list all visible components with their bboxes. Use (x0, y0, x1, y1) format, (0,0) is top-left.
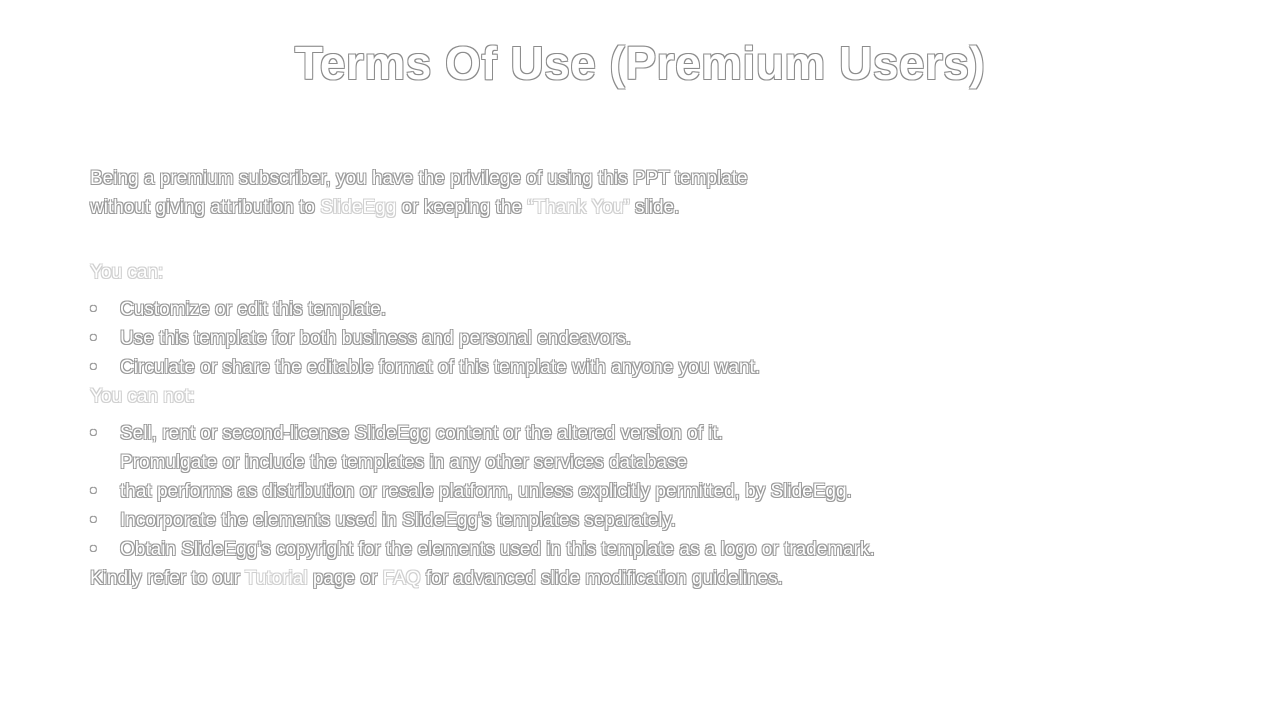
list-item (90, 477, 1210, 506)
list-item-text: Circulate or share the editable format of this template with anyone you want. (120, 357, 761, 378)
footer-note (90, 564, 1210, 593)
list-item (90, 419, 1210, 448)
intro-line-2-pre: without giving attribution to (90, 197, 321, 218)
tutorial-link[interactable]: Tutorial (244, 568, 308, 589)
intro-paragraph (90, 164, 1210, 222)
bullet-icon: • (90, 357, 97, 378)
list-item-text: Customize or edit this template. (120, 299, 387, 320)
list-item-text: Incorporate the elements used in SlideEgg’s templates separately. (120, 510, 676, 531)
intro-line-2-post: slide. (629, 197, 680, 218)
list-item (90, 448, 1210, 477)
intro-line-1: Being a premium subscriber, you have the privilege of using this PPT template (90, 168, 748, 189)
bullet-icon: • (90, 481, 97, 502)
thank-you-quote: “Thank You” (527, 197, 630, 218)
list-item (90, 353, 1210, 382)
list-item (90, 506, 1210, 535)
cannot-heading: You can not: (90, 386, 195, 407)
bullet-icon: • (90, 510, 97, 531)
footer-post: for advanced slide modification guidelines. (420, 568, 783, 589)
list-item-text: that performs as distribution or resale platform, unless explicitly permitted, by SlideEgg. (120, 481, 852, 502)
list-item (90, 295, 1210, 324)
can-heading: You can: (90, 262, 164, 283)
terms-body (90, 164, 1210, 593)
list-item-text: Promulgate or include the templates in any other services database (120, 452, 688, 473)
cannot-list (90, 419, 1210, 564)
slideegg-link[interactable]: SlideEgg (320, 197, 397, 218)
bullet-icon: • (90, 328, 97, 349)
list-item-text: Obtain SlideEgg’s copyright for the elements used in this template as a logo or trademark. (120, 539, 875, 560)
faq-link[interactable]: FAQ (382, 568, 421, 589)
footer-pre: Kindly refer to our (90, 568, 245, 589)
intro-line-2-mid: or keeping the (396, 197, 528, 218)
bullet-icon: • (90, 423, 97, 444)
footer-mid: page or (307, 568, 383, 589)
list-item-text: Use this template for both business and personal endeavors. (120, 328, 632, 349)
slide-title: Terms Of Use (Premium Users) (294, 37, 986, 89)
bullet-icon: • (90, 539, 97, 560)
list-item (90, 324, 1210, 353)
list-item-text: Sell, rent or second-license SlideEgg content or the altered version of it. (120, 423, 724, 444)
can-list (90, 295, 1210, 382)
bullet-icon: • (90, 299, 97, 320)
list-item (90, 535, 1210, 564)
